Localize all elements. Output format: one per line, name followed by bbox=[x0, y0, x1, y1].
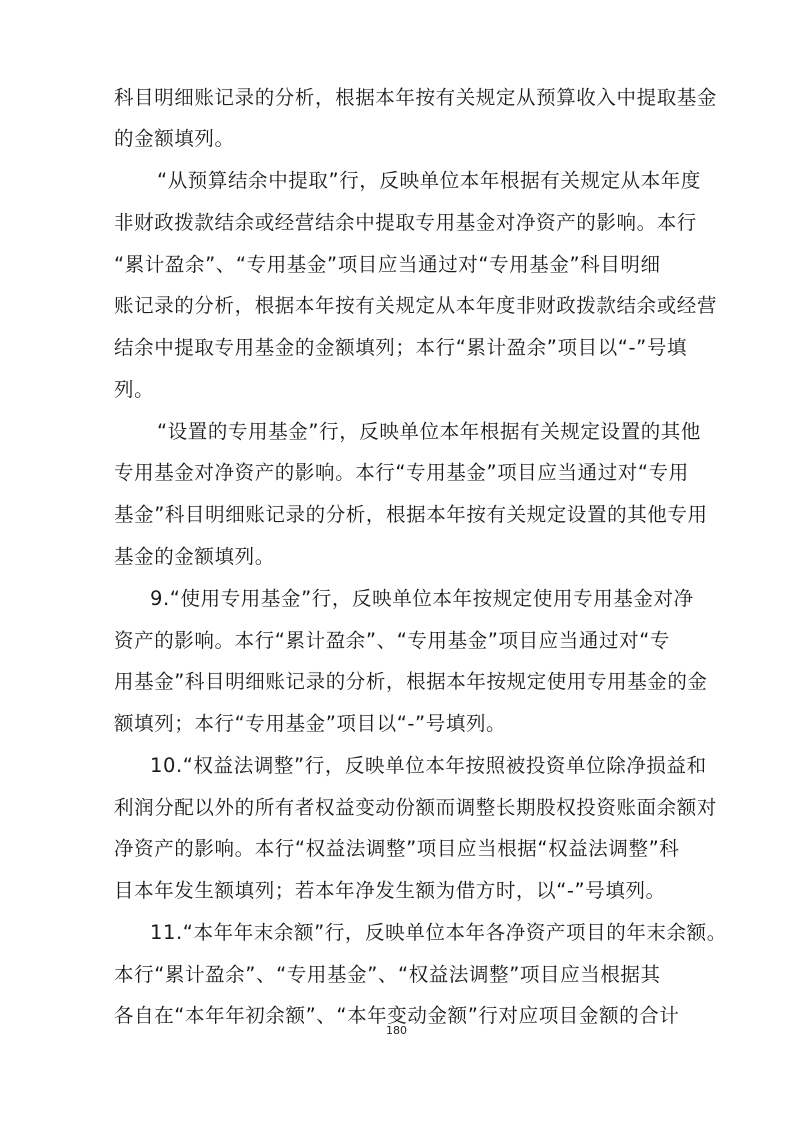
text-line: “从预算结余中提取”行，反映单位本年根据有关规定从本年度 bbox=[157, 169, 702, 192]
text-line: 账记录的分析，根据本年按有关规定从本年度非财政拨款结余或经营 bbox=[114, 294, 718, 317]
text-line: 目本年发生额填列；若本年净发生额为借方时，以“-”号填列。 bbox=[114, 879, 666, 902]
text-line: 结余中提取专用基金的金额填列；本行“累计盈余”项目以“-”号填 bbox=[114, 336, 688, 359]
text-line: 10.“权益法调整”行，反映单位本年按照被投资单位除净损益和 bbox=[150, 754, 707, 777]
text-line: 11.“本年年末余额”行，反映单位本年各净资产项目的年末余额。 bbox=[150, 921, 727, 944]
text-line: “设置的专用基金”行，反映单位本年根据有关规定设置的其他 bbox=[157, 420, 702, 443]
text-line: 专用基金对净资产的影响。本行“专用基金”项目应当通过对“专用 bbox=[114, 461, 689, 484]
text-line: 用基金”科目明细账记录的分析，根据本年按规定使用专用基金的金 bbox=[114, 670, 708, 693]
page-number: 180 bbox=[386, 1024, 407, 1037]
text-line: 基金”科目明细账记录的分析，根据本年按有关规定设置的其他专用 bbox=[114, 503, 708, 526]
text-line: 本行“累计盈余”、“专用基金”、“权益法调整”项目应当根据其 bbox=[114, 963, 661, 986]
text-line: 列。 bbox=[114, 378, 155, 401]
text-line: 9.“使用专用基金”行，反映单位本年按规定使用专用基金对净 bbox=[150, 587, 694, 610]
text-line: 各自在“本年年初余额”、“本年变动金额”行对应项目金额的合计 bbox=[114, 1004, 680, 1027]
text-line: 的金额填列。 bbox=[114, 127, 235, 150]
text-line: 利润分配以外的所有者权益变动份额而调整长期股权投资账面余额对 bbox=[114, 796, 718, 819]
text-line: 科目明细账记录的分析，根据本年按有关规定从预算收入中提取基金 bbox=[114, 86, 718, 109]
text-line: 基金的金额填列。 bbox=[114, 545, 275, 568]
text-line: 资产的影响。本行“累计盈余”、“专用基金”项目应当通过对“专 bbox=[114, 629, 671, 652]
text-line: “累计盈余”、“专用基金”项目应当通过对“专用基金”科目明细 bbox=[114, 253, 661, 276]
text-line: 净资产的影响。本行“权益法调整”项目应当根据“权益法调整”科 bbox=[114, 837, 680, 860]
text-line: 额填列；本行“专用基金”项目以“-”号填列。 bbox=[114, 712, 507, 735]
text-line: 非财政拨款结余或经营结余中提取专用基金对净资产的影响。本行 bbox=[114, 211, 697, 234]
